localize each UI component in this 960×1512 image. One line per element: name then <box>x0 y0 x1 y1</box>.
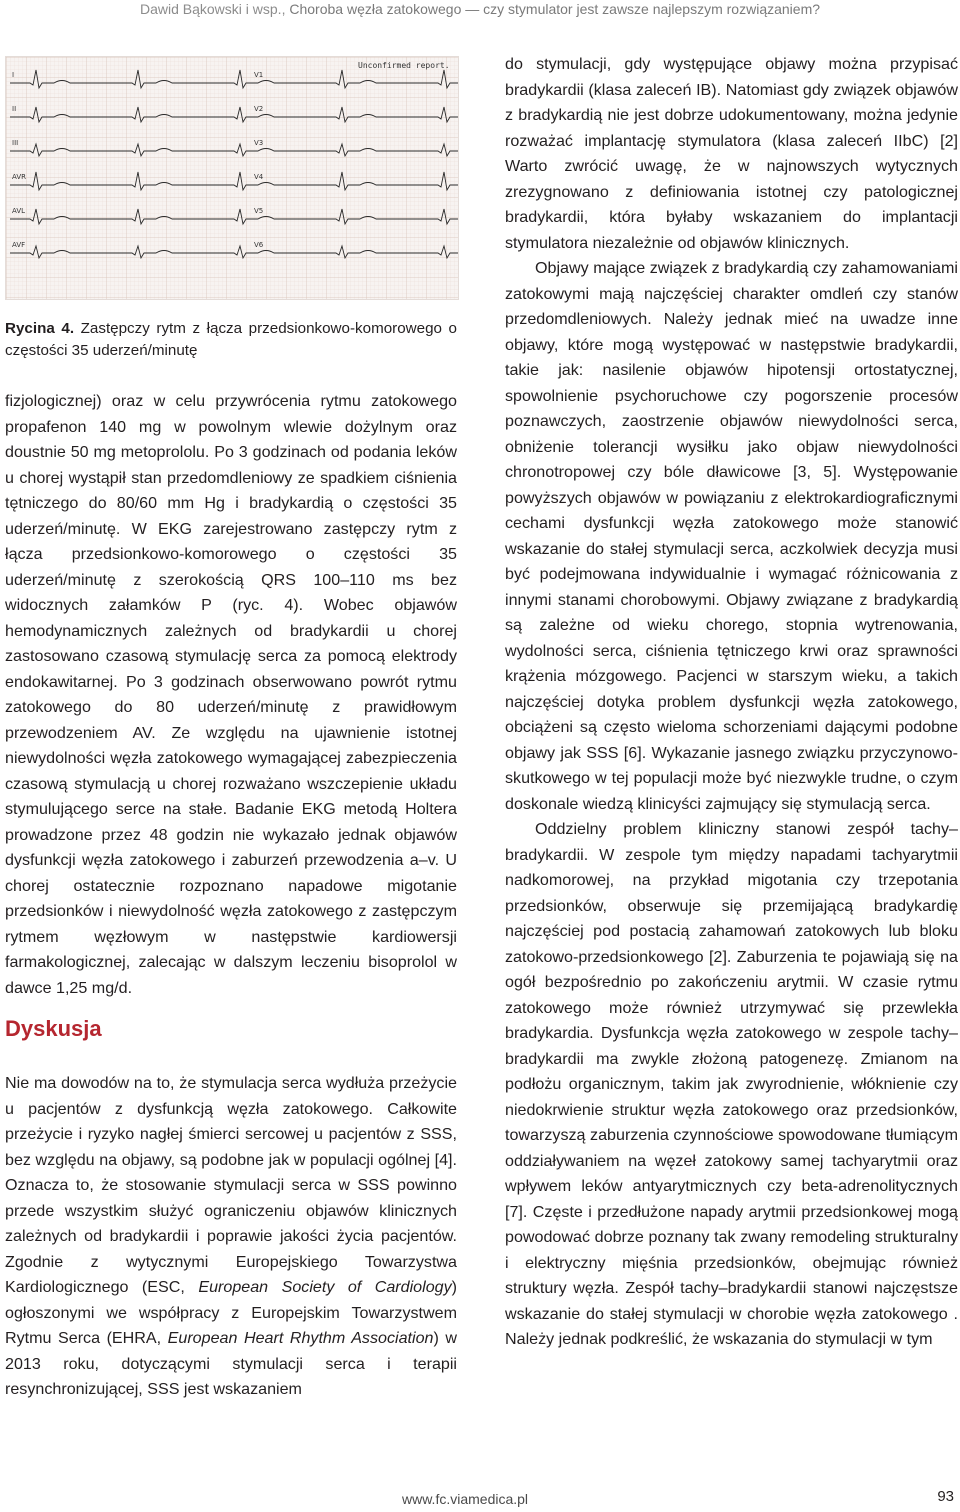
case-paragraph: fizjologicznej) oraz w celu przywrócenia rytmu zatokowego propafenon 140 mg w powolnym wlewie dożylnym oraz doustnie 50 mg metoprololu. Po 3 godzinach od podania leków u chorej wystąpił stan przedomdleniowy ze spadkiem ciśnienia tętniczego do 80/60 mm Hg i bradykardią o częstości 35 uderzeń/minutę. W EKG zarejestrowano zastępczy rytm z łącza przedsionkowo-komorowego o częstości 35 uderzeń/minutę z szerokością QRS 100–110 ms bez widocznych załamków P (ryc. 4). Wobec objawów hemodynamicznych zależnych od bradykardii u chorej zastosowano czasową stymulację serca za pomocą elektrody endokawitarnej. Po 3 godzinach obserwowano powrót rytmu zatokowego do 80 uderzeń/minutę z prawidłowym przewodzeniem AV. Ze względu na ujawnienie istotnej niewydolności węzła zatokowego wymagającej zabezpieczenia czasową stymulacją u chorej rozważano wszczepienie układu stymulującego serce na stałe. Badanie EKG metodą Holtera prowadzone przez 48 godzin nie wykazało jednak objawów dysfunkcji węzła zatokowego i zaburzeń przewodzenia a–v. U chorej ostatecznie rozpoznano napadowe migotanie przedsionków i niewydolność węzła zatokowego z zastępczym rytmem węzłowym w następstwie kardiowersji farmakologicznej, zalecając w dalszym leczeniu bisoprolol w dawce 1,25 mg/d. <box>5 392 457 997</box>
discussion-em-ehra: European Heart Rhythm Association <box>167 1329 434 1347</box>
header-authors: Dawid Bąkowski i wsp., <box>139 1 286 17</box>
left-column-top <box>5 389 457 1001</box>
ecg-chest-lead-label: V6 <box>254 241 264 249</box>
ecg-limb-lead-label: AVR <box>12 173 26 181</box>
ecg-limb-lead-label: AVF <box>12 241 26 249</box>
discussion-paragraph <box>5 1071 457 1403</box>
footer-url[interactable]: www.fc.viamedica.pl <box>402 1491 529 1507</box>
caption-label: Rycina 4. <box>5 320 75 337</box>
ecg-chest-lead-label: V2 <box>254 105 264 113</box>
right-paragraph-3: Oddzielny problem kliniczny stanowi zespół tachy–bradykardii. W zespole tym między napadami tachyarytmii nadkomorowej, na przykład migotania czy trzepotania przedsionków, obserwuje się przemijającą bradykardię najczęściej pod postacią zahamowań zatokowych lub bloku zatokowo-przedsionkowego [2]. Zaburzenia te pojawiają się na ogół bezpośrednio po zakończeniu arytmii. W czasie rytmu zatokowego może również utrzymywać się przewlekła bradykardia. Dysfunkcja węzła zatokowego w zespole tachy–bradykardii ma zwykle złożoną patogenezę. Zmianom na podłożu organicznym, takim jak zwyrodnienie, włóknienie czy niedokrwienie struktur węzła zatokowego oraz przedsionków, towarzyszą zaburzenia czynnościowe spowodowane tłumiącym oddziaływaniem na węzeł zatokowy samej tachyarytmii oraz wpływem leków antyarytmicznych czy beta-adrenolitycznych [7]. Częste i przedłużone napady arytmii przedsionkowej mogą powodować dobrze poznany tak zwany remodeling strukturalny i elektryczny mięśnia przedsionków, obejmując również struktury węzła. Zespół tachy–bradykardii stanowi najczęstsze wskazanie do stałej stymulacji w chorobie węzła zatokowego . Należy jednak podkreślić, że wskazania do stymulacji w tym <box>505 820 958 1348</box>
discussion-part3: ) w 2013 roku, dotyczącymi stymulacji serca i terapii resynchronizującej, SSS jest wskazaniem <box>5 1329 457 1398</box>
ecg-chest-lead-label: V5 <box>254 207 264 215</box>
left-column-discussion <box>5 1071 457 1403</box>
right-column <box>505 52 958 1353</box>
right-paragraph-1: do stymulacji, gdy występujące objawy można przypisać bradykardii (klasa zaleceń IB). Natomiast gdy związek objawów z bradykardią nie jest dobrze udokumentowany, można jedynie rozważać implantację stymulatora (klasa zaleceń IIbC) [2] Warto zwrócić uwagę, że w najnowszych wytycznych zrezygnowano z definiowania istotnej czy patologicznej bradykardii, która byłaby wskazaniem do implantacji stymulatora niezależnie od objawów klinicznych. <box>505 55 958 252</box>
ecg-limb-lead-label: I <box>12 71 15 79</box>
right-paragraph-2: Objawy mające związek z bradykardią czy zahamowaniami zatokowymi mają najczęściej charakter omdleń czy stanów przedomdleniowych. Należy jednak mieć na uwadze inne objawy, które mogą występować w następstwie bradykardii, takie jak: nasilenie objawów hipotensji ortostatycznej, spowolnienie psychoruchowe czy pogorszenie procesów poznawczych, zaostrzenie objawów niewydolności serca, obniżenie tolerancji wysiłku jako objaw niewydolności chronotropowej czy bóle dławicowe [3, 5]. Występowanie powyższych objawów w powiązaniu z elektrokardiograficznymi cechami dysfunkcji węzła zatokowego może stanowić wskazanie do stałej stymulacji serca, aczkolwiek decyzja musi być podejmowana indywidualnie i wymagać różnicowania z innymi stanami chorobowymi. Objawy związane z bradykardią są zależne od wieku chorego, stopnia wytrenowania, wydolności serca, ciśnienia tętniczego krwi oraz sprawności krążenia mózgowego. Pacjenci w starszym wieku, a takich najczęściej dotyka problem dysfunkcji węzła zatokowego, obciążeni są często wieloma schorzeniami dającymi podobne objawy jak SSS [6]. Wykazanie jasnego związku przyczynowo-skutkowego w tej populacji może być niezwykle trudne, o czym doskonale wiedzą klinicyści zajmujący się stymulacją serca. <box>505 259 958 813</box>
discussion-part1: Nie ma dowodów na to, że stymulacja serca wydłuża przeżycie u pacjentów z dysfunkcją węzła zatokowego. Całkowite przeżycie i ryzyko nagłej śmierci sercowej u pacjentów z SSS, bez względu na objawy, są podobne jak w populacji ogólnej [4]. Oznacza to, że stosowanie stymulacji serca w SSS powinno przede wszystkim służyć ograniczeniu objawów klinicznych zależnych od bradykardii i poprawie jakości życia pacjentów. Zgodnie z wytycznymi Europejskiego Towarzystwa Kardiologicznego (ESC, <box>5 1074 457 1296</box>
ecg-chest-lead-label: V4 <box>254 173 264 181</box>
ecg-chest-lead-label: V1 <box>254 71 264 79</box>
figure-caption <box>5 318 457 362</box>
ecg-limb-lead-label: II <box>12 105 17 113</box>
caption-text: Zastępczy rytm z łącza przedsionkowo-komorowego o częstości 35 uderzeń/minutę <box>5 320 457 359</box>
ecg-chest-lead-label: V3 <box>254 139 264 147</box>
running-header <box>0 0 960 24</box>
ecg-trace-image <box>6 57 458 299</box>
discussion-em-esc: European Society of Cardiology <box>198 1278 452 1296</box>
section-heading-dyskusja: Dyskusja <box>5 1016 102 1041</box>
header-title: Choroba węzła zatokowego — czy stymulator jest zawsze najlepszym rozwiązaniem? <box>289 1 821 17</box>
ecg-limb-lead-label: III <box>12 139 19 147</box>
ecg-report-label: Unconfirmed report. <box>358 61 450 70</box>
ecg-limb-lead-label: AVL <box>12 207 26 215</box>
discussion-part2: ) ogłoszonymi we współpracy z Europejskim Towarzystwem Rytmu Serca (EHRA, <box>5 1278 458 1347</box>
ecg-figure <box>5 56 459 300</box>
page-number: 93 <box>937 1488 954 1505</box>
